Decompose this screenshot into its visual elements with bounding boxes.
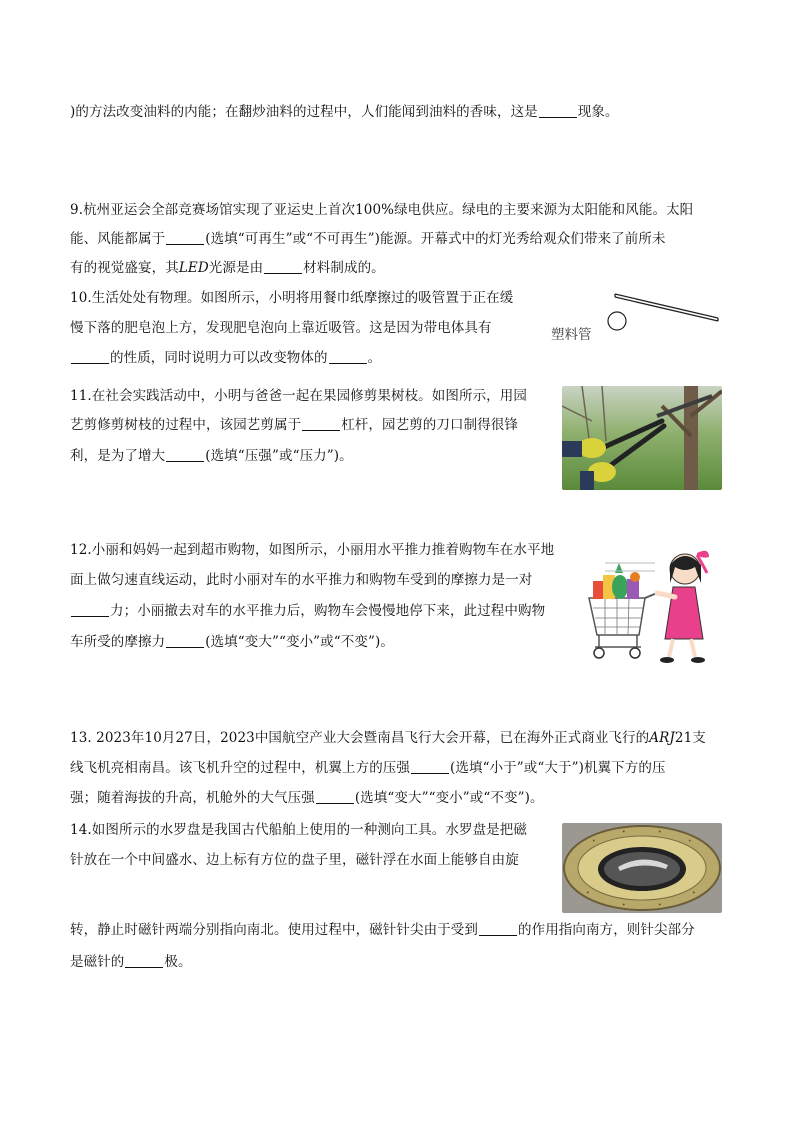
shopping-cart-girl-figure <box>585 543 725 668</box>
continuation-line <box>70 102 619 122</box>
text: 现象。 <box>577 104 619 120</box>
q10-line3: 的性质，同时说明力可以改变物体的 。 <box>70 348 381 368</box>
glove-icon <box>578 438 606 458</box>
q14-line1: 14.如图所示的水罗盘是我国古代船舶上使用的一种测向工具。水罗盘是把磁 <box>70 822 527 838</box>
soap-bubble <box>608 312 626 330</box>
svg-text:•: • <box>622 829 626 836</box>
q9-line1: 9.杭州亚运会全部竞赛场馆实现了亚运史上首次100%绿电供应。绿电的主要来源为太阳能和风能。太阳 <box>70 202 694 218</box>
svg-text:•: • <box>658 829 662 836</box>
answer-blank[interactable] <box>329 350 367 364</box>
answer-blank[interactable] <box>539 104 577 118</box>
q13-line2: 线飞机亮相南昌。该飞机升空的过程中，机翼上方的压强 (选填“小于”或“大于”)机翼下方的压 <box>70 760 666 776</box>
q14-line3: 转，静止时磁针两端分别指向南北。使用过程中，磁针针尖由于受到 的作用指向南方，则针尖部分 <box>70 922 695 938</box>
q11-line3: 利，是为了增大 (选填“压强”或“压力”)。 <box>70 448 353 464</box>
svg-text:•: • <box>692 890 696 897</box>
q9-line3: 有的视觉盛宴，其LED光源是由 材料制成的。 <box>70 260 385 276</box>
q11-line1: 11.在社会实践活动中，小明与爸爸一起在果园修剪果树枝。如图所示，用园 <box>70 388 527 404</box>
answer-blank[interactable] <box>166 231 204 245</box>
q12-line1: 12.小丽和妈妈一起到超市购物，如图所示，小丽用水平推力推着购物车在水平地 <box>70 542 555 558</box>
answer-blank[interactable] <box>71 350 109 364</box>
answer-blank[interactable] <box>166 448 204 462</box>
answer-blank[interactable] <box>264 260 302 274</box>
straw-bubble-figure <box>548 285 723 345</box>
answer-blank[interactable] <box>125 954 163 968</box>
answer-blank[interactable] <box>71 603 109 617</box>
answer-blank[interactable] <box>411 760 449 774</box>
svg-text:•: • <box>688 838 692 845</box>
svg-text:•: • <box>586 890 590 897</box>
plastic-straw <box>615 294 718 318</box>
pruning-shears-photo <box>562 386 722 490</box>
answer-blank[interactable] <box>479 922 517 936</box>
q14-line2: 针放在一个中间盛水、边上标有方位的盘子里，磁针浮在水面上能够自由旋 <box>70 852 519 868</box>
svg-text:•: • <box>622 902 626 909</box>
cart-wheel <box>594 648 604 658</box>
answer-blank[interactable] <box>302 417 340 431</box>
q12-line3: 力；小丽撤去对车的水平推力后，购物车会慢慢地停下来，此过程中购物 <box>70 601 545 621</box>
answer-blank[interactable] <box>166 634 204 648</box>
q13-line1: 13. 2023年10月27日，2023中国航空产业大会暨南昌飞行大会开幕，已在海外正式商业飞行的ARJ21支 <box>70 730 706 746</box>
svg-text:•: • <box>658 902 662 909</box>
q9-line2: 能、风能都属于 (选填“可再生”或“不可再生”)能源。开幕式中的灯光秀给观众们带来了前所未 <box>70 231 666 247</box>
q14-line4: 是磁针的 极。 <box>70 954 192 970</box>
q13-line3: 强；随着海拔的升高，机舱外的大气压强 (选填“变大”“变小”或“不变”)。 <box>70 790 544 806</box>
text: )的方法改变油料的内能；在翻炒油料的过程中，人们能闻到油料的香味，这是 <box>70 104 538 120</box>
water-compass-photo <box>562 823 722 913</box>
straw-label: 塑料管 <box>551 327 592 343</box>
q10-line2: 慢下落的肥皂泡上方，发现肥皂泡向上靠近吸管。这是因为带电体具有 <box>70 320 492 336</box>
q12-line4: 车所受的摩擦力 (选填“变大”“变小”或“不变”)。 <box>70 634 394 650</box>
q11-line2: 艺剪修剪树枝的过程中，该园艺剪属于 杠杆，园艺剪的刀口制得很锋 <box>70 417 519 433</box>
svg-text:•: • <box>592 838 596 845</box>
q12-line2: 面上做匀速直线运动，此时小丽对车的水平推力和购物车受到的摩擦力是一对 <box>70 572 533 588</box>
q10-line1: 10.生活处处有物理。如图所示，小明将用餐巾纸摩擦过的吸管置于正在缓 <box>70 290 514 306</box>
answer-blank[interactable] <box>316 790 354 804</box>
